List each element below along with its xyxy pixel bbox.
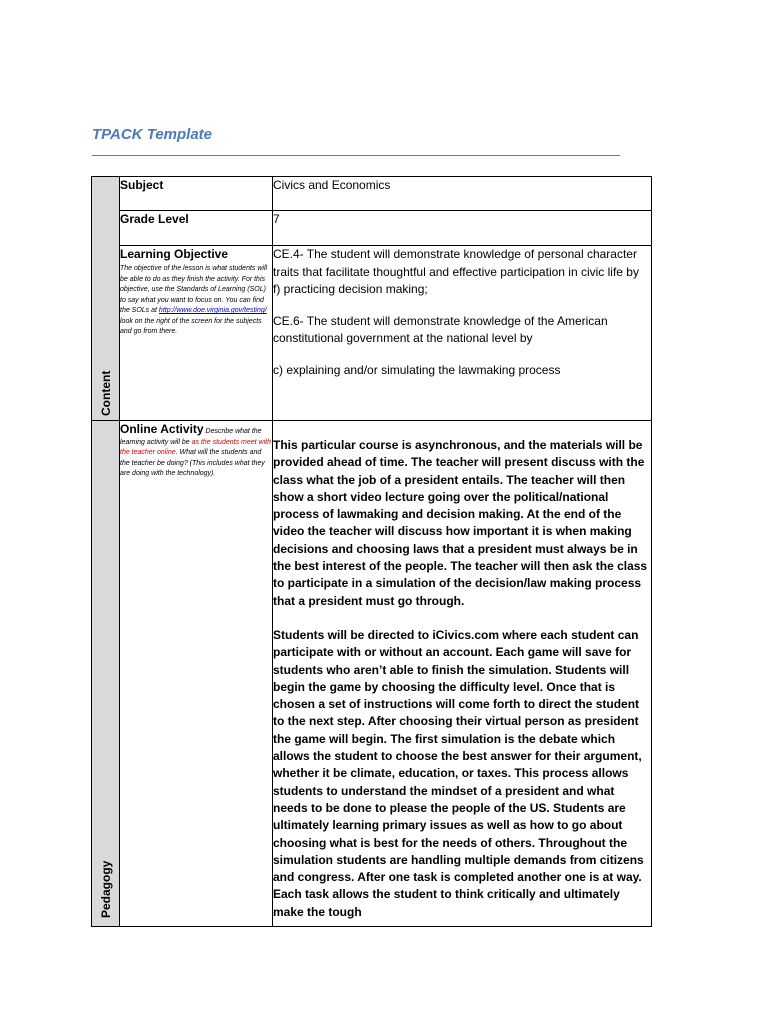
objective-help-part-2: look on the right of the screen for the subjects and go from there. (120, 317, 262, 335)
subject-value-cell (273, 177, 652, 211)
sol-link[interactable]: http://www.doe.virginia.gov/testing/ (158, 307, 267, 314)
activity-paragraph-2: Students will be directed to iCivics.com where each student can participate with or without an account. Each game will save for students who aren’t able to finish the simulation. Students will begin the game by choosing the difficulty level. Once that is chosen a set of instructions will come forth to direct the student to the next step. After choosing their virtual person as president the game will begin. The first simulation is the debate which allows the student to choose the best answer for their argument, whether it be climate, education, or taxes. This process allows students to understand the mindset of a president and what needs to be done to please the people of the US. Students are ultimately learning primary issues as well as how to go about choosing what is best for the needs of others. Throughout the simulation students are handling multiple demands from citizens and congress. After one task is completed another one is at way. Each task allows the student to think critically and ultimately make the tough (273, 627, 644, 919)
grade-value: 7 (273, 212, 280, 226)
activity-paragraph-1: This particular course is asynchronous, and the materials will be provided ahead of time. The teacher will present discuss with the class what the job of a president entails. The teacher will then show a short video lecture going over the political/national process of lawmaking and decision making. At the end of the video the teacher will discuss how important it is when making decisions and choosing laws that a president must always be in the best interest of the people. The teacher will then ask the class to participate in a simulation of the decision/law making process that a president must go through. (273, 438, 648, 608)
activity-value-cell (273, 421, 652, 927)
pedagogy-section-cell (92, 421, 120, 927)
table-row-grade (92, 211, 652, 246)
content-section-label: Content (98, 370, 113, 416)
table-row-objective (92, 246, 652, 421)
grade-value-cell (273, 211, 652, 246)
content-section-cell (92, 177, 120, 421)
objective-label: Learning Objective (120, 247, 229, 261)
subject-label-cell (120, 177, 273, 211)
ce6-item: c) explaining and/or simulating the lawmaking process (273, 362, 561, 377)
activity-help-part-1: Describe what the learning activity will be (120, 428, 262, 446)
objective-label-cell (120, 246, 273, 421)
table-row-activity (92, 421, 652, 927)
grade-label: Grade Level (120, 212, 189, 226)
activity-help-part-2: . What will the students and the teacher be doing? (This includes what they are doing with the technology). (120, 449, 265, 477)
activity-help-text (120, 421, 272, 480)
title-divider (92, 155, 620, 156)
objective-value-cell (273, 246, 652, 421)
activity-label: Online Activity (120, 422, 204, 436)
document-title: TPACK Template (92, 126, 213, 143)
objective-help-part-1: The objective of the lesson is what students will be able to do as they finish the activity. For this objective, use the Standards of Learning (SOL) to say what you want to focus on. You can find the SOLs at (120, 265, 268, 314)
activity-label-cell (120, 421, 273, 927)
grade-label-cell (120, 211, 273, 246)
objective-text (273, 246, 651, 379)
subject-value: Civics and Economics (273, 178, 391, 192)
tpack-table (91, 176, 652, 927)
subject-label: Subject (120, 178, 164, 192)
table-row-subject (92, 177, 652, 211)
ce6-standard: CE.6- The student will demonstrate knowledge of the American constitutional government at the national level by (273, 313, 608, 345)
ce4-standard: CE.4- The student will demonstrate knowledge of personal character traits that facilitate thoughtful and effective participation in civic life by (273, 247, 639, 279)
activity-description (273, 421, 651, 921)
pedagogy-section-label: Pedagogy (98, 860, 113, 918)
activity-help-highlight: as the students meet with the teacher online (120, 438, 271, 456)
objective-help-text (120, 264, 272, 338)
ce4-item: f) practicing decision making; (273, 282, 428, 296)
